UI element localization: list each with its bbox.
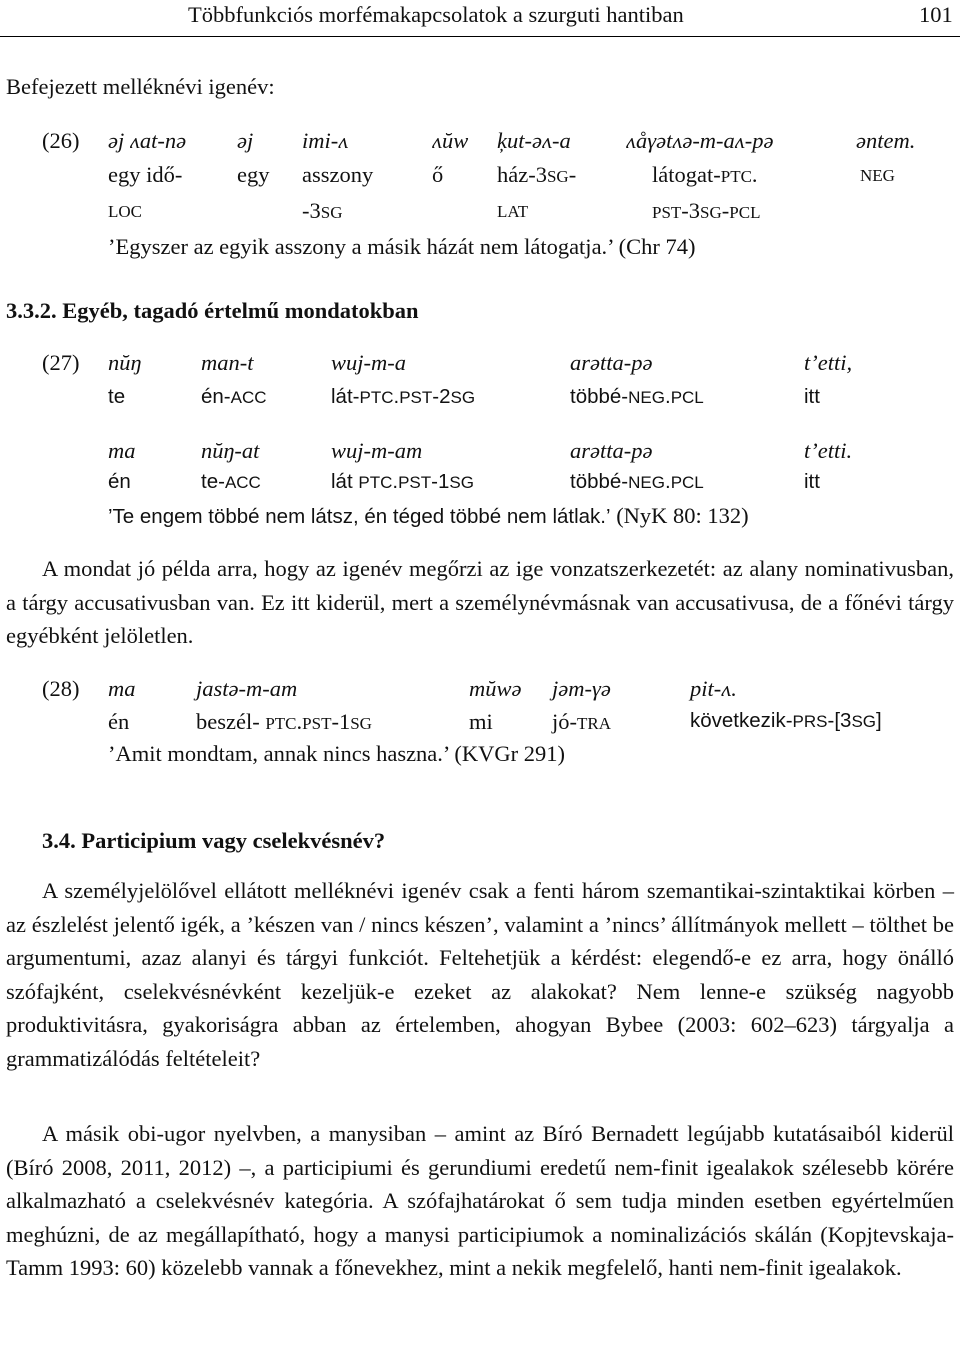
gloss-abbrev: PTC [720,167,752,186]
morpheme-word: әj [237,128,254,153]
section-heading: 3.3.2. Egyéb, tagadó értelmű mondatokban [6,298,419,323]
translation-text: ’Egyszer az egyik asszony a másik házát nem látogatja.’ [108,234,613,259]
morpheme-word: ʌŭw [432,128,469,153]
gloss-part: -2 [432,385,451,408]
gloss-abbrev: SG [320,203,343,222]
gloss [652,198,760,224]
gloss-part: . [296,709,303,734]
morpheme-word: wuj-m-am [331,438,423,463]
gloss [652,162,758,188]
gloss-part: -[3 [827,709,852,732]
gloss-abbrev: SG [449,473,474,492]
page-number: 101 [919,2,953,27]
gloss: te [108,385,126,408]
header-rule [0,36,960,37]
translation-text: ’Te engem többé nem látsz, én téged többé nem látlak.’ [108,505,611,528]
example-number: (27) [42,350,80,375]
section-heading: 3.4. Participium vagy cselekvésnév? [42,828,386,853]
gloss [570,470,704,494]
gloss-abbrev: NEG [628,388,665,407]
gloss-part: többé- [570,385,629,408]
morpheme-word: t’etti. [804,438,853,463]
gloss-part: többé- [570,470,629,493]
gloss-part: látogat- [652,162,721,187]
gloss [201,470,261,494]
translation-text: ’Amit mondtam, annak nincs haszna.’ [108,741,449,766]
body-paragraph: A másik obi-ugor nyelvben, a manysiban – amint az Bíró Bernadett legújabb kutatásaiból kiderül (Bíró 2008, 2011, 2012) –, a participiumi és gerundiumi eredetű nem-finit igealakok szélesebb körére alkalmazható a cselekvésnév kategória. A szófajhatárokat ő sem tudja minden esetben egyértelműen meghúzni, de az megállapítható, hogy a manysi participiumok a nominalizációs skálán (Kopjtevskaja-Tamm 1993: 60) közelebb vannak a főnevekhez, mint a nekik megfelelő, hanti nem-finit igealakok. [6,1121,954,1281]
morpheme-word: ma [108,438,136,463]
morpheme-word: arәtta-pә [570,438,653,463]
gloss-part: . [751,162,758,187]
gloss: ő [432,162,444,187]
gloss-part: te- [201,470,225,493]
gloss: mi [469,709,493,734]
morpheme-word: ķut-әʌ-a [497,128,571,153]
gloss-part: . [664,470,671,493]
gloss-abbrev: ACC [230,388,267,407]
gloss-abbrev: SG [350,714,372,733]
gloss-part: . [664,385,671,408]
example-number: (26) [42,128,80,153]
gloss-part: -3 [681,198,701,223]
gloss-part: - [721,198,730,223]
morpheme-word: man-t [201,350,254,375]
example-number: (28) [42,676,80,701]
gloss-abbrev: NEG [628,473,665,492]
gloss [196,709,372,735]
gloss: itt [804,385,820,408]
body-paragraph: A személyjelölővel ellátott melléknévi igenév csak a fenti három szemantikai-szintaktikai körben – az észlelést jelentő igék, a ’készen van / nincs készen’, valamint a ’nincs’ állítmányok mellett – tölthet be argumentumi, azaz alanyi és tárgyi funkciót. Feltehetjük a kérdést: elegendő-e ez arra, hogy önálló szófajként, cselekvésnévként kezeljük-e ezeket az alakokat? Nem lenne-e szükség nagyobb produktivitásra, gyakoriságra abban az értelemben, ahogyan Bybee (2003: 602–623) tárgyalja a grammatizálódás feltételeit? [6,878,954,1071]
gloss-abbrev: SG [546,167,569,186]
gloss [497,162,576,188]
gloss-part: -1 [331,709,351,734]
source-citation: (Chr 74) [618,234,696,259]
morpheme-word: nŭŋ-at [201,438,260,463]
morpheme-word: jәm-γә [552,676,611,701]
gloss-abbrev: PST [302,714,332,733]
morpheme-word: imi-ʌ [302,128,349,153]
gloss [302,198,342,224]
gloss-part: beszél- [196,709,266,734]
gloss [331,470,474,494]
gloss-abbrev: NEG [860,166,895,185]
morpheme-word: wuj-m-a [331,350,406,375]
gloss-abbrev: ACC [224,473,261,492]
gloss-abbrev: PCL [670,473,704,492]
gloss-part: én- [201,385,231,408]
gloss-abbrev: PST [652,203,682,222]
gloss-part: következik- [690,709,793,732]
gloss-abbrev: PRS [792,712,828,731]
gloss-part: ] [876,709,882,732]
source-citation: (NyK 80: 132) [616,503,749,528]
gloss-part: jó- [552,709,577,734]
translation [108,234,696,260]
morpheme-word: әj ʌat-nә [108,128,187,153]
gloss-abbrev: SG [450,388,476,407]
gloss [690,709,882,733]
morpheme-word: arәtta-pә [570,350,653,375]
gloss [201,385,267,409]
gloss: egy [237,162,270,187]
morpheme-word: t’etti, [804,350,853,375]
morpheme-word: mŭwә [469,676,522,701]
gloss [552,709,611,735]
intro-label: Befejezett melléknévi igenév: [6,74,275,99]
source-citation: (KVGr 291) [454,741,565,766]
gloss-part: . [392,470,399,493]
gloss: asszony [302,162,374,187]
gloss-part: . [393,385,400,408]
translation [108,741,565,767]
gloss-abbrev: PTC [265,714,297,733]
gloss: egy idő- [108,162,183,187]
gloss-abbrev: SG [851,712,876,731]
gloss-abbrev: TRA [577,714,611,733]
morpheme-word: nŭŋ [108,350,142,375]
morpheme-word: ma [108,676,136,701]
gloss-abbrev: SG [700,203,722,222]
gloss [331,385,475,409]
morpheme-word: ʌåγәtʌә-m-aʌ-pә [626,128,774,153]
gloss-abbrev: LAT [497,202,529,221]
gloss-part: -3 [302,198,321,223]
gloss: én [108,709,130,734]
gloss-abbrev: PST [399,388,433,407]
gloss-abbrev: PCL [729,203,761,222]
gloss: én [108,470,131,493]
gloss [570,385,704,409]
gloss-abbrev: PST [398,473,432,492]
gloss-abbrev: LOC [108,202,142,221]
running-title: Többfunkciós morfémakapcsolatok a szurguti hantiban [188,2,684,27]
gloss: itt [804,470,820,493]
gloss-part: -1 [431,470,450,493]
morpheme-word: әntem. [856,128,916,153]
gloss-abbrev: PTC [358,473,393,492]
gloss-part: lát- [331,385,360,408]
gloss-part: ház-3 [497,162,547,187]
morpheme-word: pit-ʌ. [690,676,737,701]
gloss-part: lát [331,470,359,493]
morpheme-word: jastә-m-am [196,676,298,701]
gloss-part: - [568,162,577,187]
translation [108,503,749,529]
gloss-abbrev: PTC [359,388,394,407]
body-paragraph: A mondat jó példa arra, hogy az igenév megőrzi az ige vonzatszerkezetét: az alany nominativusban, a tárgy accusativusban van. Ez itt kiderül, mert a személynévmásnak van accusativusa, de a főnévi tárgy egyébként jelöletlen. [6,556,954,649]
gloss-abbrev: PCL [670,388,704,407]
